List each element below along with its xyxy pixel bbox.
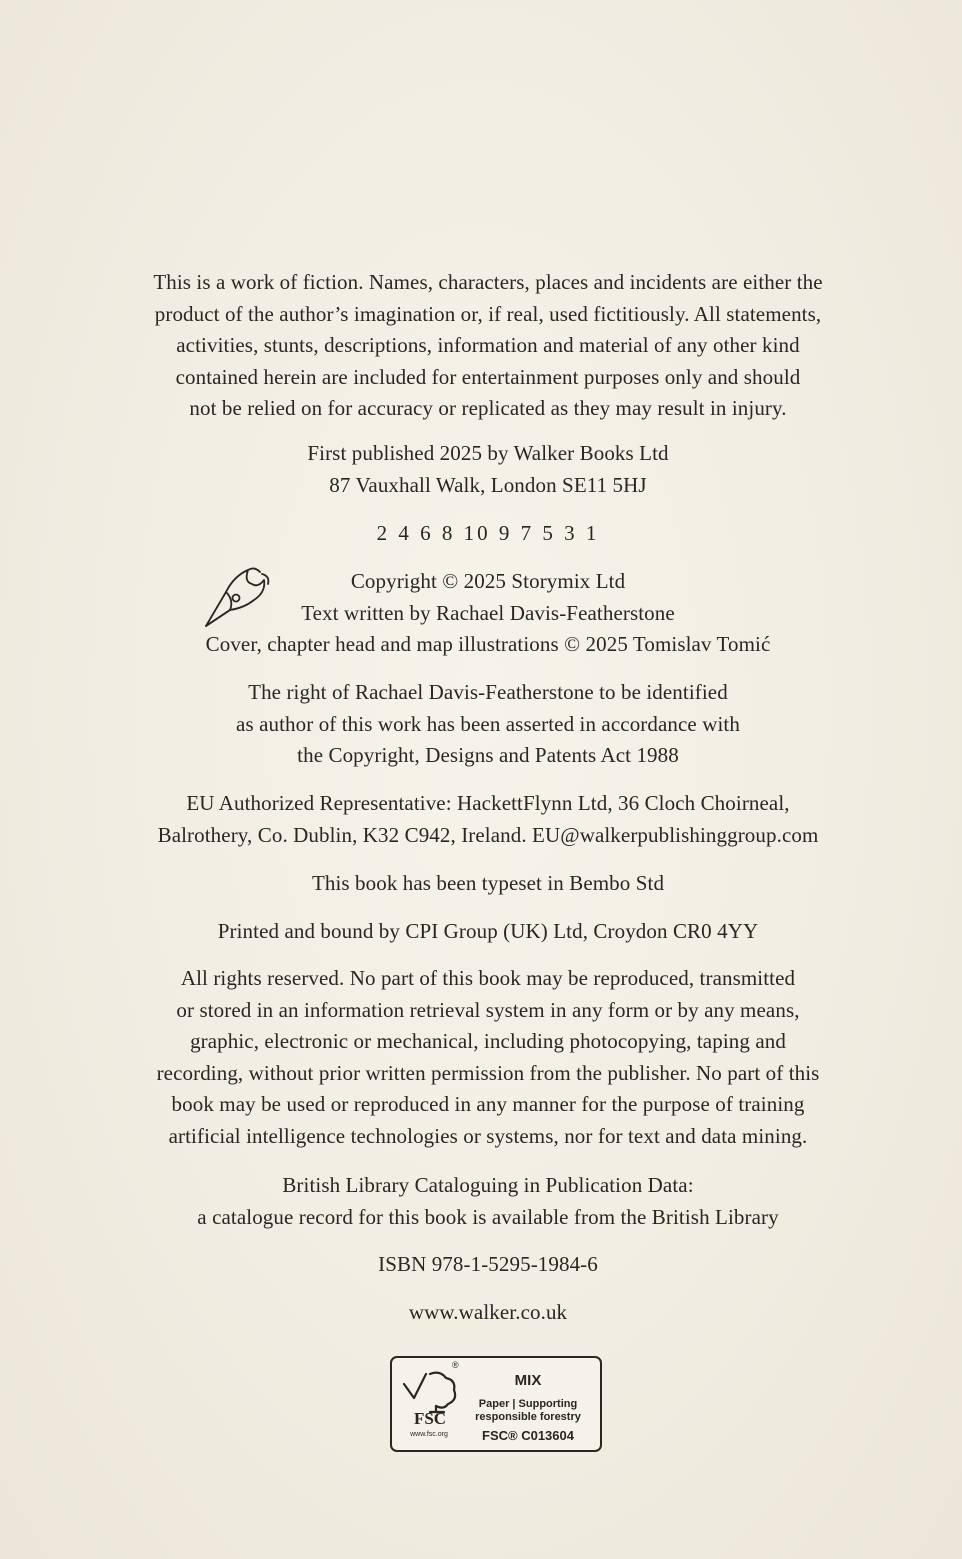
typeset-note — [100, 868, 876, 900]
fsc-mix-label: MIX — [514, 1372, 542, 1389]
printer-line: Printed and bound by CPI Group (UK) Ltd, Croydon CR0 4YY — [217, 919, 759, 943]
publisher-address: 87 Vauxhall Walk, London SE11 5HJ — [329, 472, 647, 497]
publication-info — [100, 438, 876, 501]
fiction-disclaimer — [100, 267, 876, 425]
fsc-mark: FSC — [413, 1409, 447, 1428]
rights-line: artificial intelligence technologies or systems, nor for text and data mining. — [168, 1123, 808, 1148]
fsc-paper-description — [464, 1398, 592, 1424]
isbn-number: ISBN 978-1-5295-1984-6 — [378, 1252, 598, 1276]
typeset-line: This book has been typeset in Bembo Std — [311, 871, 665, 895]
rights-line: recording, without prior written permission from the publisher. No part of this — [156, 1060, 820, 1085]
eu-representative — [100, 788, 876, 851]
printing-line — [100, 518, 876, 550]
illustration-credit: Cover, chapter head and map illustrations © 2025 Tomislav Tomić — [205, 632, 771, 656]
website — [100, 1297, 876, 1329]
author-credit: Text written by Rachael Davis-Featherstone — [301, 600, 675, 625]
fsc-registered-mark: ® — [452, 1360, 459, 1370]
rights-line: or stored in an information retrieval system in any form or by any means, — [176, 997, 800, 1022]
printing-numbers: 2 4 6 8 10 9 7 5 3 1 — [376, 521, 600, 545]
rights-reserved — [100, 963, 876, 1152]
publisher-line: First published 2025 by Walker Books Ltd — [307, 441, 669, 465]
cataloguing-line: a catalogue record for this book is available from the British Library — [197, 1204, 779, 1229]
disclaimer-line: activities, stunts, descriptions, information and material of any other kind — [176, 333, 800, 357]
fsc-website: www.fsc.org — [410, 1431, 448, 1438]
rights-line: graphic, electronic or mechanical, including photocopying, taping and — [190, 1029, 786, 1053]
copyright-notice — [100, 566, 876, 661]
eu-representative-line: EU Authorized Representative: HackettFlynn Ltd, 36 Cloch Choirneal, — [186, 791, 790, 815]
rights-line: All rights reserved. No part of this book may be reproduced, transmitted — [180, 966, 796, 990]
moral-rights-line: as author of this work has been asserted in accordance with — [236, 711, 740, 736]
rights-line: book may be used or reproduced in any manner for the purpose of training — [171, 1092, 805, 1116]
copyright-line: Copyright © 2025 Storymix Ltd — [350, 569, 626, 593]
cataloguing-data — [100, 1170, 876, 1233]
website-url: www.walker.co.uk — [408, 1300, 568, 1324]
disclaimer-line: This is a work of fiction. Names, characters, places and incidents are either the — [153, 270, 823, 294]
disclaimer-line: contained herein are included for entertainment purposes only and should — [175, 364, 801, 389]
fsc-paper-line: responsible forestry — [475, 1411, 581, 1423]
isbn — [100, 1249, 876, 1281]
disclaimer-line: product of the author’s imagination or, if real, used fictitiously. All statements, — [154, 301, 822, 326]
moral-rights-line: the Copyright, Designs and Patents Act 1988 — [297, 743, 679, 767]
fsc-label — [390, 1356, 602, 1452]
disclaimer-line: not be relied on for accuracy or replicated as they may result in injury. — [189, 396, 787, 420]
fsc-license-code: FSC® C013604 — [482, 1428, 574, 1443]
cataloguing-line: British Library Cataloguing in Publication Data: — [282, 1173, 694, 1197]
moral-rights-line: The right of Rachael Davis-Featherstone to be identified — [248, 680, 728, 704]
fsc-paper-line: Paper | Supporting — [478, 1398, 578, 1410]
printer-note — [100, 916, 876, 948]
moral-rights-statement — [100, 677, 876, 772]
eu-representative-line: Balrothery, Co. Dublin, K32 C942, Ireland. EU@walkerpublishinggroup.com — [157, 822, 819, 847]
